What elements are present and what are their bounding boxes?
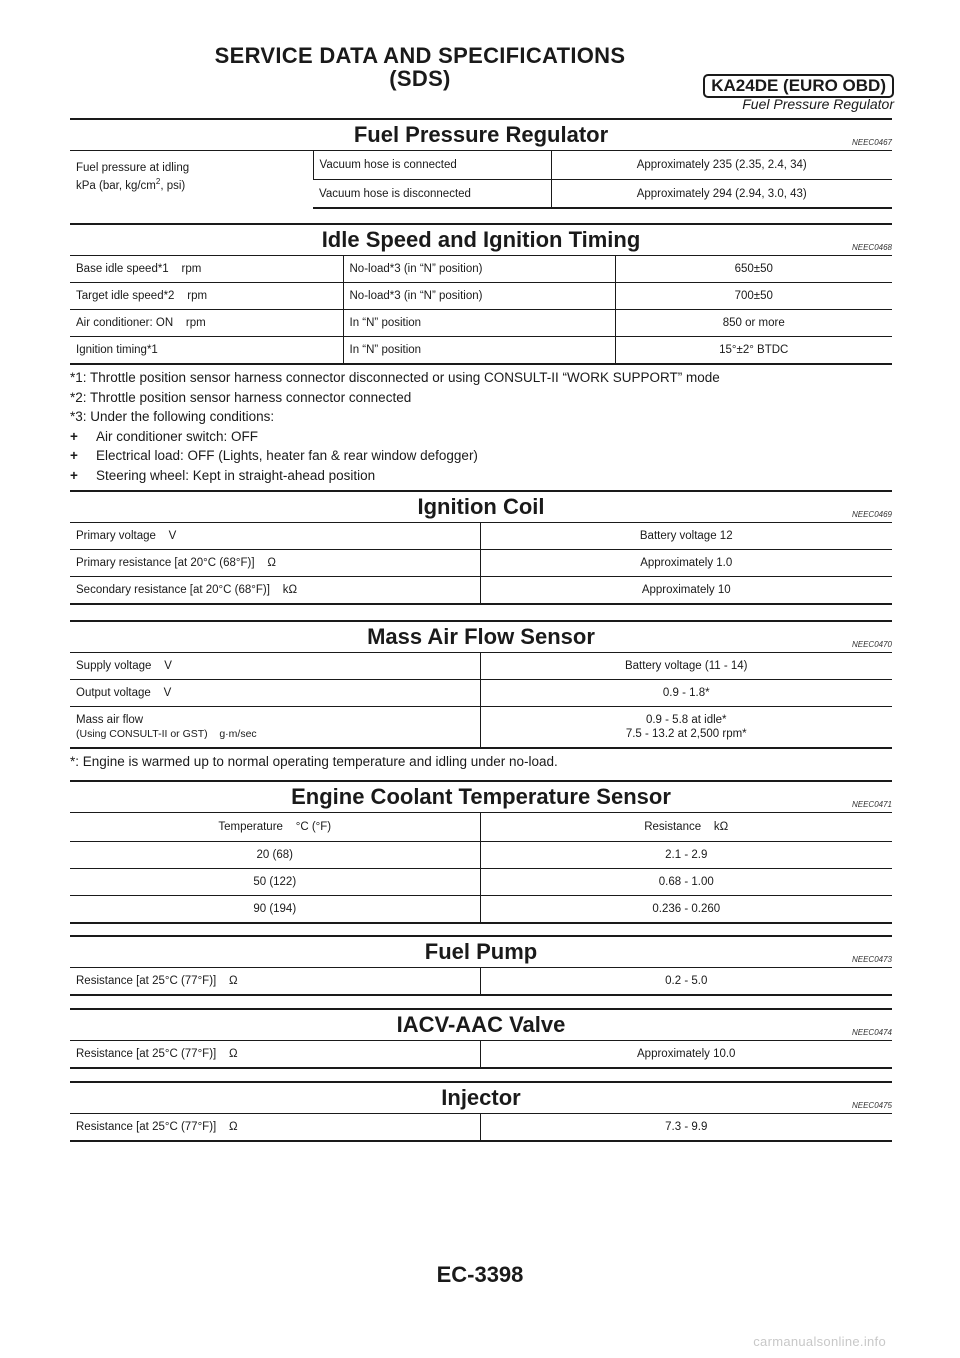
mass-air-flow-value-2500: 7.5 - 13.2 at 2,500 rpm* (625, 728, 747, 740)
footnote: *1: Throttle position sensor harness connector disconnected or using CONSULT-II “WORK SUPPORT” mode (70, 370, 720, 385)
maf-notes (70, 749, 892, 772)
bullet-icon: + (70, 448, 78, 463)
injector-table (70, 1113, 892, 1142)
bullet-text: Steering wheel: Kept in straight-ahead position (96, 467, 376, 483)
section-code: NEEC0475 (851, 1101, 892, 1110)
section-title: Engine Coolant Temperature Sensor (291, 784, 671, 809)
table-row (70, 310, 892, 337)
bullet-item (70, 427, 892, 447)
footnote: *2: Throttle position sensor harness connector connected (70, 389, 412, 405)
section-fuel-pump (70, 935, 892, 996)
section-header (70, 490, 892, 522)
value-cell: 7.3 - 9.9 (480, 1114, 892, 1142)
item-cell (70, 707, 480, 749)
bullet-text: Air conditioner switch: OFF (96, 428, 259, 444)
section-title: Ignition Coil (417, 494, 545, 519)
column-header: Temperature °C (°F) (70, 813, 480, 842)
table-row (70, 842, 892, 869)
footnote: *: Engine is warmed up to normal operating temperature and idling under no-load. (70, 754, 558, 769)
item-cell: Resistance [at 25°C (77°F)] Ω (70, 1114, 480, 1142)
section-header (70, 780, 892, 812)
section-header (70, 118, 892, 150)
value-cell: 700±50 (615, 283, 892, 310)
table-row (70, 869, 892, 896)
mass-air-flow-label: Mass air flow (76, 714, 144, 726)
item-cell: Output voltage V (70, 680, 480, 707)
section-title: Idle Speed and Ignition Timing (321, 227, 641, 252)
section-title: Mass Air Flow Sensor (367, 624, 595, 649)
value-cell: Approximately 10 (480, 577, 892, 605)
header-subtitle: Fuel Pressure Regulator (742, 96, 894, 112)
table-row (70, 653, 892, 680)
table-row (70, 1041, 892, 1069)
value-cell: 15°±2° BTDC (615, 337, 892, 365)
document-title (200, 44, 640, 90)
section-title: Injector (441, 1085, 521, 1110)
fuel-pressure-label-cell (70, 151, 313, 209)
section-code: NEEC0474 (851, 1028, 892, 1037)
fuel-pressure-table (70, 150, 892, 209)
condition-cell: No-load*3 (in “N” position) (343, 283, 615, 310)
table-row (70, 968, 892, 996)
section-mass-air-flow-sensor (70, 620, 892, 772)
resistance-cell: 0.236 - 0.260 (480, 896, 892, 924)
section-header (70, 620, 892, 652)
title-line1: SERVICE DATA AND SPECIFICATIONS (214, 43, 626, 68)
section-code: NEEC0473 (851, 955, 892, 964)
table-row (70, 523, 892, 550)
value-cell: 850 or more (615, 310, 892, 337)
section-injector (70, 1081, 892, 1142)
table-row (70, 550, 892, 577)
section-engine-coolant-temperature-sensor (70, 780, 892, 924)
title-line2: (SDS) (389, 66, 451, 91)
section-code: NEEC0468 (851, 243, 892, 252)
idle-speed-table (70, 255, 892, 365)
table-row (70, 896, 892, 924)
value-cell: Approximately 294 (2.94, 3.0, 43) (551, 180, 892, 209)
label-unit-text: kPa (bar, kg/cm (76, 179, 156, 192)
footnote: *3: Under the following conditions: (70, 409, 275, 424)
fuel-pump-table (70, 967, 892, 996)
temperature-cell: 50 (122) (70, 869, 480, 896)
bullet-text: Electrical load: OFF (Lights, heater fan & rear window defogger) (96, 448, 478, 463)
value-cell: 0.9 - 1.8* (480, 680, 892, 707)
item-cell: Base idle speed*1 rpm (70, 256, 343, 283)
table-row (70, 151, 892, 180)
fuel-pressure-label-line2 (76, 175, 307, 193)
item-cell: Ignition timing*1 (70, 337, 343, 365)
section-code: NEEC0467 (851, 138, 892, 147)
fuel-pressure-label-line1: Fuel pressure at idling (76, 162, 190, 174)
bullet-item (70, 446, 892, 466)
section-code: NEEC0471 (851, 800, 892, 809)
condition-cell: Vacuum hose is disconnected (313, 180, 551, 209)
value-cell: Battery voltage 12 (480, 523, 892, 550)
idle-speed-notes (70, 365, 892, 485)
page-number: EC-3398 (436, 1262, 524, 1287)
section-code: NEEC0470 (851, 640, 892, 649)
iacv-table (70, 1040, 892, 1069)
mass-air-flow-value-idle: 0.9 - 5.8 at idle* (645, 714, 727, 726)
condition-cell: In “N” position (343, 337, 615, 365)
table-row (70, 1114, 892, 1142)
item-cell: Primary resistance [at 20°C (68°F)] Ω (70, 550, 480, 577)
section-header (70, 935, 892, 967)
temperature-cell: 90 (194) (70, 896, 480, 924)
bullet-icon: + (70, 428, 78, 444)
section-title: Fuel Pressure Regulator (353, 122, 609, 147)
bullet-icon: + (70, 467, 78, 483)
item-cell: Primary voltage V (70, 523, 480, 550)
value-cell: 650±50 (615, 256, 892, 283)
condition-cell: No-load*3 (in “N” position) (343, 256, 615, 283)
value-cell: Approximately 10.0 (480, 1041, 892, 1069)
resistance-cell: 2.1 - 2.9 (480, 842, 892, 869)
column-header: Resistance kΩ (480, 813, 892, 842)
section-header (70, 223, 892, 255)
section-iacv-aac-valve (70, 1008, 892, 1069)
section-header (70, 1008, 892, 1040)
item-cell: Air conditioner: ON rpm (70, 310, 343, 337)
ect-sensor-table (70, 812, 892, 924)
section-title: IACV-AAC Valve (396, 1012, 566, 1037)
condition-cell: Vacuum hose is connected (313, 151, 551, 180)
table-row (70, 707, 892, 749)
value-cell: Approximately 1.0 (480, 550, 892, 577)
label-unit-superscript: 2 (155, 177, 161, 186)
table-header-row (70, 813, 892, 842)
table-row (70, 577, 892, 605)
section-header (70, 1081, 892, 1113)
condition-cell: In “N” position (343, 310, 615, 337)
item-cell: Resistance [at 25°C (77°F)] Ω (70, 968, 480, 996)
value-cell: Approximately 235 (2.35, 2.4, 34) (551, 151, 892, 180)
bullet-item (70, 466, 892, 486)
watermark: carmanualsonline.info (753, 1334, 886, 1349)
table-row (70, 283, 892, 310)
item-cell: Resistance [at 25°C (77°F)] Ω (70, 1041, 480, 1069)
value-cell (480, 707, 892, 749)
item-cell: Target idle speed*2 rpm (70, 283, 343, 310)
section-ignition-coil (70, 490, 892, 605)
maf-sensor-table (70, 652, 892, 749)
section-fuel-pressure-regulator (70, 118, 892, 209)
ignition-coil-table (70, 522, 892, 605)
section-code: NEEC0469 (851, 510, 892, 519)
label-unit-text-end: , psi) (160, 179, 186, 192)
table-row (70, 337, 892, 365)
table-row (70, 256, 892, 283)
temperature-cell: 20 (68) (70, 842, 480, 869)
mass-air-flow-unit: (Using CONSULT-II or GST) g·m/sec (76, 728, 257, 740)
section-idle-speed (70, 223, 892, 485)
section-title: Fuel Pump (424, 939, 538, 964)
item-cell: Secondary resistance [at 20°C (68°F)] kΩ (70, 577, 480, 605)
model-badge: KA24DE (EURO OBD) (703, 74, 894, 98)
item-cell: Supply voltage V (70, 653, 480, 680)
value-cell: Battery voltage (11 - 14) (480, 653, 892, 680)
value-cell: 0.2 - 5.0 (480, 968, 892, 996)
table-row (70, 680, 892, 707)
resistance-cell: 0.68 - 1.00 (480, 869, 892, 896)
